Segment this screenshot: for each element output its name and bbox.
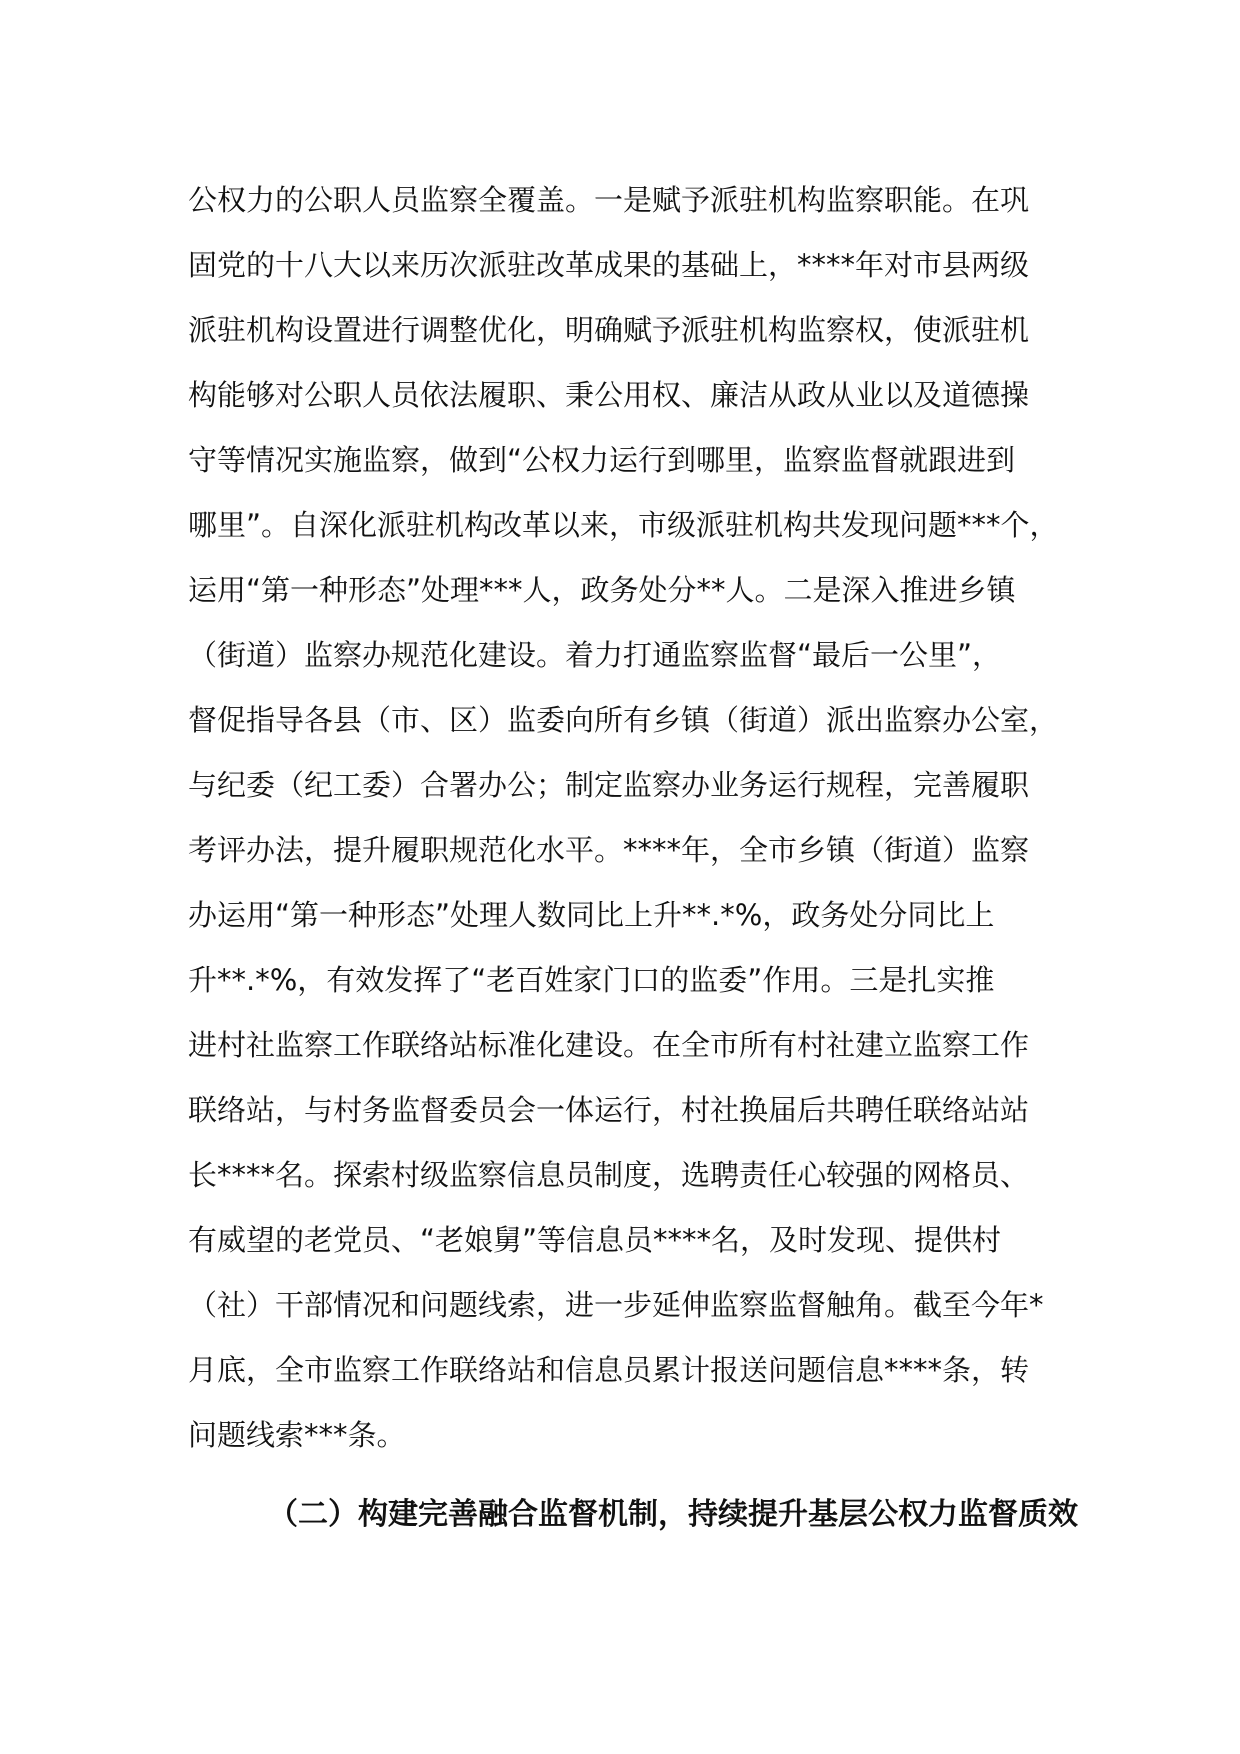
paragraph-line: 办运用“第一种形态”处理人数同比上升**.*%，政务处分同比上: [188, 898, 995, 932]
paragraph-line: 考评办法，提升履职规范化水平。****年，全市乡镇（街道）监察: [188, 833, 1030, 867]
paragraph-line: 有威望的老党员、“老娘舅”等信息员****名，及时发现、提供村: [188, 1223, 1002, 1257]
paragraph-line: 进村社监察工作联络站标准化建设。在全市所有村社建立监察工作: [188, 1028, 1030, 1062]
body-paragraph: [188, 168, 1088, 1468]
paragraph-line: 固党的十八大以来历次派驻改革成果的基础上，****年对市县两级: [188, 248, 1030, 282]
paragraph-line: 公权力的公职人员监察全覆盖。一是赋予派驻机构监察职能。在巩: [188, 183, 1030, 217]
paragraph-line: 哪里”。自深化派驻机构改革以来，市级派驻机构共发现问题***个，: [188, 508, 1059, 542]
paragraph-line: （社）干部情况和问题线索，进一步延伸监察监督触角。截至今年*: [188, 1288, 1044, 1322]
paragraph-line: 长****名。探索村级监察信息员制度，选聘责任心较强的网格员、: [188, 1158, 1030, 1192]
paragraph-line: 问题线索***条。: [188, 1418, 406, 1452]
paragraph-line: 守等情况实施监察，做到“公权力运行到哪里，监察监督就跟进到: [188, 443, 1016, 477]
paragraph-line: 升**.*%，有效发挥了“老百姓家门口的监委”作用。三是扎实推: [188, 963, 995, 997]
paragraph-line: 月底，全市监察工作联络站和信息员累计报送问题信息****条，转: [188, 1353, 1030, 1387]
paragraph-line: （街道）监察办规范化建设。着力打通监察监督“最后一公里”，: [188, 638, 1002, 672]
paragraph-line: 运用“第一种形态”处理***人，政务处分**人。二是深入推进乡镇: [188, 573, 1016, 607]
section-heading: （二）构建完善融合监督机制，持续提升基层公权力监督质效: [268, 1497, 1078, 1532]
paragraph-line: 督促指导各县（市、区）监委向所有乡镇（街道）派出监察办公室，: [188, 703, 1059, 737]
paragraph-line: 联络站，与村务监督委员会一体运行，村社换届后共聘任联络站站: [188, 1093, 1030, 1127]
paragraph-line: 与纪委（纪工委）合署办公；制定监察办业务运行规程，完善履职: [188, 768, 1030, 802]
paragraph-line: 派驻机构设置进行调整优化，明确赋予派驻机构监察权，使派驻机: [188, 313, 1030, 347]
paragraph-line: 构能够对公职人员依法履职、秉公用权、廉洁从政从业以及道德操: [188, 378, 1030, 412]
